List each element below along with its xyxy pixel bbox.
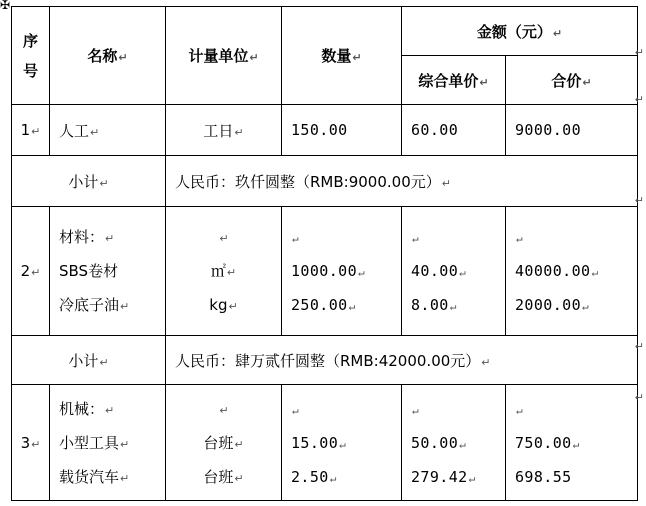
header-total: 合价↵: [506, 56, 638, 105]
header-unit: 计量单位↵: [166, 7, 282, 105]
anchor-icon: ✠: [0, 0, 11, 12]
row-qty: 150.00: [282, 105, 402, 156]
header-amount: 金额（元）↵: [402, 7, 638, 56]
header-qty: 数量↵: [282, 7, 402, 105]
materials-names: 材料：↵ SBS卷材 冷底子油↵: [50, 207, 166, 336]
cost-table: [11, 6, 638, 501]
subtotal-label: 小计↵: [12, 156, 166, 207]
row-end-mark: ↵: [634, 46, 644, 59]
materials-total: ↵ 40000.00↵ 2000.00↵: [506, 207, 638, 336]
table-row: [12, 105, 638, 156]
machinery-row: [12, 385, 638, 501]
header-row: [12, 7, 638, 56]
row-unit: 工日↵: [166, 105, 282, 156]
header-name: 名称↵: [50, 7, 166, 105]
machinery-units: ↵ 台班↵ 台班↵: [166, 385, 282, 501]
header-seq: 序号: [12, 7, 50, 105]
subtotal-text: 人民币：玖仟圆整（RMB:9000.00元）↵: [166, 156, 638, 207]
subtotal-text: 人民币：肆万贰仟圆整（RMB:42000.00元）↵: [166, 336, 638, 385]
subtotal-row: [12, 336, 638, 385]
row-end-mark: ↵: [634, 391, 644, 404]
header-unit-price: 综合单价↵: [402, 56, 506, 105]
materials-price: ↵ 40.00↵ 8.00↵: [402, 207, 506, 336]
materials-units: ↵ ㎡↵ kg↵: [166, 207, 282, 336]
row-price: 60.00: [402, 105, 506, 156]
subtotal-label: 小计↵: [12, 336, 166, 385]
row-seq: 1↵: [12, 105, 50, 156]
materials-seq: 2↵: [12, 207, 50, 336]
machinery-price: ↵ 50.00↵ 279.42↵: [402, 385, 506, 501]
row-end-mark: ↵: [634, 340, 644, 353]
row-name: 人工↵: [50, 105, 166, 156]
row-total: 9000.00: [506, 105, 638, 156]
materials-row: [12, 207, 638, 336]
subtotal-row: [12, 156, 638, 207]
materials-qty: ↵ 1000.00↵ 250.00↵: [282, 207, 402, 336]
machinery-seq: 3↵: [12, 385, 50, 501]
machinery-names: 机械：↵ 小型工具↵ 载货汽车↵: [50, 385, 166, 501]
row-end-mark: ↵: [634, 194, 644, 207]
row-end-mark: ↵: [634, 93, 644, 106]
machinery-qty: ↵ 15.00↵ 2.50↵: [282, 385, 402, 501]
machinery-total: ↵ 750.00↵ 698.55: [506, 385, 638, 501]
